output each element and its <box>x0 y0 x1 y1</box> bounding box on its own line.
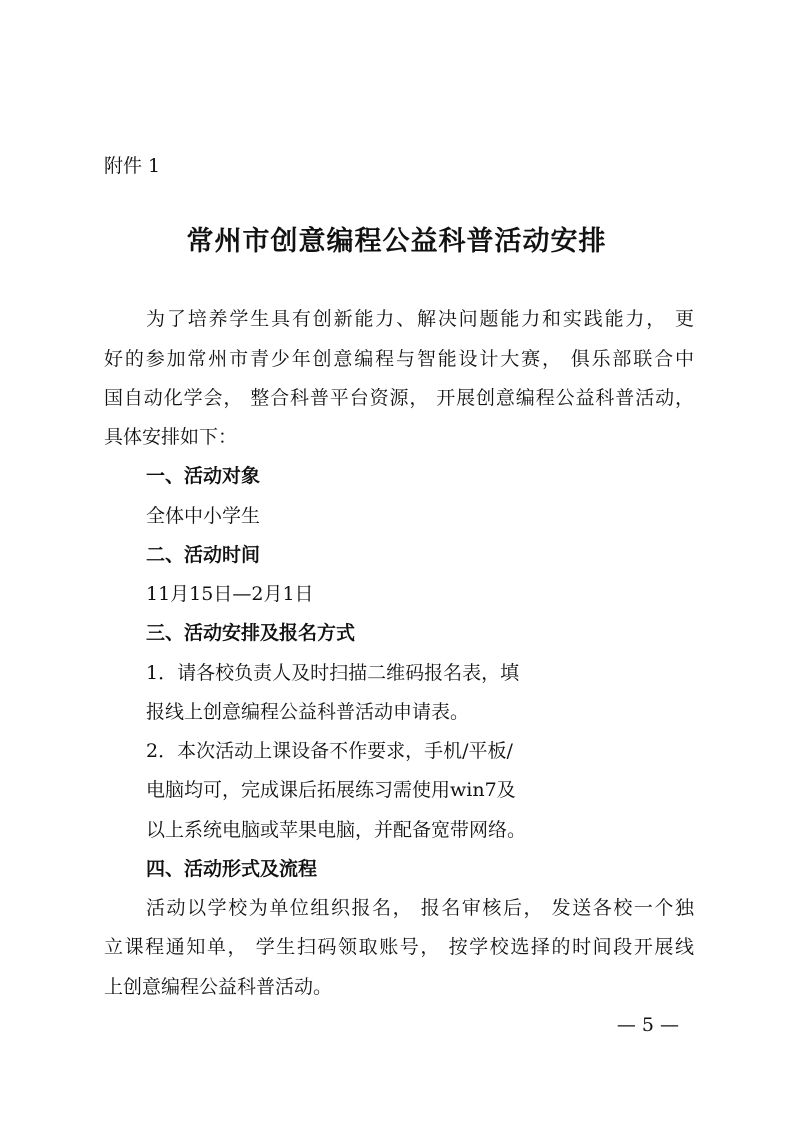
intro-line-2: 好的参加常州市青少年创意编程与智能设计大赛， 俱乐部联合中 <box>104 348 694 370</box>
section-3-item-2-line-1: 2．本次活动上课设备不作要求，手机/平板/ <box>146 740 513 762</box>
section-4-line-3: 上创意编程公益科普活动。 <box>104 976 333 998</box>
page-number-text: — 5 — <box>616 1014 679 1036</box>
intro-line-4: 具体安排如下： <box>104 426 238 448</box>
intro-line-3: 国自动化学会， 整合科普平台资源， 开展创意编程公益科普活动， <box>104 387 694 409</box>
section-3-item-1-line-2: 报线上创意编程公益科普活动申请表。 <box>146 701 470 723</box>
section-3-item-1-line-1: 1．请各校负责人及时扫描二维码报名表，填 <box>146 662 520 684</box>
section-4-heading: 四、活动形式及流程 <box>146 858 318 880</box>
section-2-heading: 二、活动时间 <box>146 544 261 566</box>
section-3-heading: 三、活动安排及报名方式 <box>146 622 356 644</box>
attachment-label: 附件 1 <box>104 155 161 177</box>
section-3-item-2-line-3: 以上系统电脑或苹果电脑，并配备宽带网络。 <box>146 819 527 841</box>
section-3-item-2-line-2: 电脑均可，完成课后拓展练习需使用win7及 <box>146 779 516 801</box>
section-4-line-1: 活动以学校为单位组织报名， 报名审核后， 发送各校一个独 <box>146 897 694 919</box>
intro-line-1: 为了培养学生具有创新能力、解决问题能力和实践能力， 更 <box>146 308 694 330</box>
page-number <box>0 1012 793 1038</box>
section-1-heading: 一、活动对象 <box>146 465 261 487</box>
document-title: 常州市创意编程公益科普活动安排 <box>186 226 607 257</box>
section-1-body: 全体中小学生 <box>146 505 261 527</box>
section-2-body: 11月15日—2月1日 <box>146 583 314 605</box>
section-4-line-2: 立课程通知单， 学生扫码领取账号， 按学校选择的时间段开展线 <box>104 936 694 958</box>
